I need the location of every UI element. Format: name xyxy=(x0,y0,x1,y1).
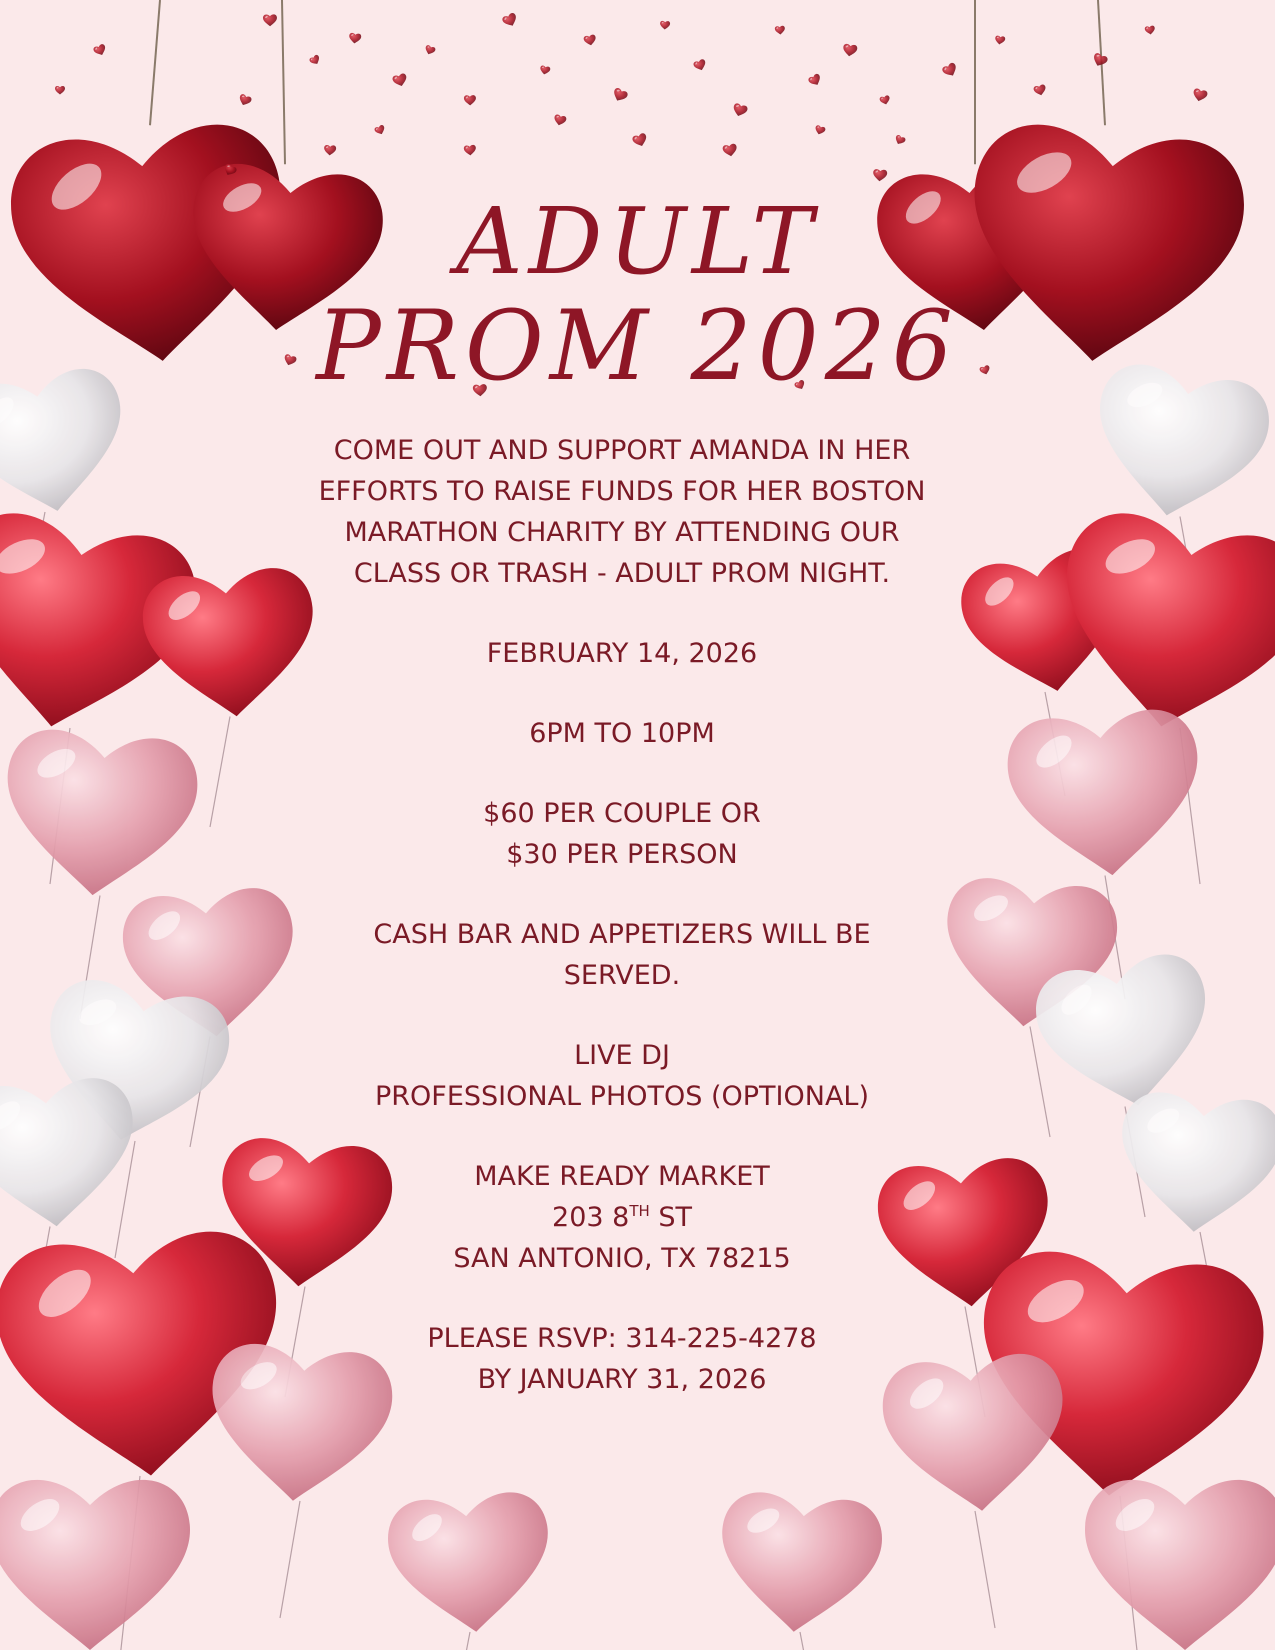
event-date xyxy=(262,633,982,674)
intro-text xyxy=(262,430,982,594)
heart-confetti-icon xyxy=(309,54,322,66)
string-line xyxy=(1030,1027,1050,1138)
heart-balloon-icon xyxy=(0,1480,190,1650)
event-time-text: 6PM TO 10PM xyxy=(529,718,715,749)
heart-confetti-icon xyxy=(553,114,567,127)
event-title-line2: PROM 2026 xyxy=(316,290,959,402)
string-line xyxy=(800,1632,820,1650)
heart-balloon-icon xyxy=(1085,1480,1275,1650)
extra-dj: LIVE DJ xyxy=(574,1040,670,1071)
string-line xyxy=(280,1501,300,1618)
heart-balloon-icon xyxy=(714,1489,885,1638)
heart-confetti-icon xyxy=(693,58,708,72)
heart-balloon-icon xyxy=(385,1489,556,1638)
event-details xyxy=(262,430,982,1439)
heart-confetti-icon xyxy=(324,145,337,156)
food-line: CASH BAR AND APPETIZERS WILL BE xyxy=(373,919,871,950)
heart-confetti-icon xyxy=(842,43,858,57)
event-title-line1: ADULT xyxy=(456,188,819,295)
heart-confetti-icon xyxy=(894,134,907,146)
heart-confetti-icon xyxy=(1144,25,1155,35)
street-suffix: TH xyxy=(629,1202,650,1220)
intro-line: CLASS OR TRASH - ADULT PROM NIGHT. xyxy=(353,558,891,589)
heart-confetti-icon xyxy=(731,103,748,118)
heart-confetti-icon xyxy=(994,35,1005,45)
price-person: $30 PER PERSON xyxy=(506,839,738,870)
heart-confetti-icon xyxy=(539,65,551,75)
heart-confetti-icon xyxy=(1033,84,1047,97)
heart-confetti-icon xyxy=(611,87,629,104)
heart-confetti-icon xyxy=(464,95,476,106)
venue-city: SAN ANTONIO, TX 78215 xyxy=(453,1243,791,1274)
heart-confetti-icon xyxy=(1091,52,1109,68)
string-line xyxy=(282,0,285,164)
rsvp-info xyxy=(262,1318,982,1400)
intro-line: EFFORTS TO RAISE FUNDS FOR HER BOSTON xyxy=(318,476,926,507)
heart-confetti-icon xyxy=(583,34,597,46)
rsvp-phone: PLEASE RSVP: 314-225-4278 xyxy=(427,1323,817,1354)
heart-confetti-icon xyxy=(632,132,649,148)
string-line xyxy=(150,0,160,125)
string-line xyxy=(210,717,230,828)
string-line xyxy=(450,1632,470,1650)
heart-balloon-icon xyxy=(1114,1089,1275,1238)
heart-confetti-icon xyxy=(775,25,786,35)
price-couple: $60 PER COUPLE OR xyxy=(483,798,761,829)
heart-confetti-icon xyxy=(872,169,887,182)
heart-confetti-icon xyxy=(660,21,670,30)
extras xyxy=(262,1035,982,1117)
heart-confetti-icon xyxy=(263,14,277,26)
heart-confetti-icon xyxy=(814,125,826,136)
heart-confetti-icon xyxy=(374,124,387,136)
venue-name: MAKE READY MARKET xyxy=(474,1161,770,1192)
heart-confetti-icon xyxy=(1192,88,1208,103)
heart-confetti-icon xyxy=(348,33,361,45)
street-name: ST xyxy=(649,1202,692,1233)
heart-confetti-icon xyxy=(464,145,477,156)
heart-confetti-icon xyxy=(424,44,436,56)
heart-confetti-icon xyxy=(55,86,65,95)
extra-photos: PROFESSIONAL PHOTOS (OPTIONAL) xyxy=(375,1081,869,1112)
heart-balloon-icon xyxy=(0,1075,141,1234)
heart-confetti-icon xyxy=(501,12,519,29)
pricing xyxy=(262,793,982,875)
heart-confetti-icon xyxy=(941,62,959,79)
heart-confetti-icon xyxy=(807,73,822,88)
street-number: 203 8 xyxy=(552,1202,630,1233)
heart-balloon-icon xyxy=(1004,706,1207,884)
food-line: SERVED. xyxy=(563,960,681,991)
heart-confetti-icon xyxy=(392,73,409,88)
heart-confetti-icon xyxy=(93,43,108,57)
heart-confetti-icon xyxy=(722,143,738,157)
heart-balloon-icon xyxy=(0,726,201,904)
venue-street xyxy=(262,1197,982,1238)
intro-line: COME OUT AND SUPPORT AMANDA IN HER xyxy=(333,435,911,466)
heart-confetti-icon xyxy=(879,95,891,106)
food-info xyxy=(262,914,982,996)
event-date-text: FEBRUARY 14, 2026 xyxy=(486,638,758,669)
intro-line: MARATHON CHARITY BY ATTENDING OUR xyxy=(344,517,900,548)
string-line xyxy=(975,1511,995,1628)
heart-confetti-icon xyxy=(237,93,252,107)
event-time xyxy=(262,713,982,754)
venue-address xyxy=(262,1156,982,1279)
rsvp-deadline: BY JANUARY 31, 2026 xyxy=(477,1364,767,1395)
